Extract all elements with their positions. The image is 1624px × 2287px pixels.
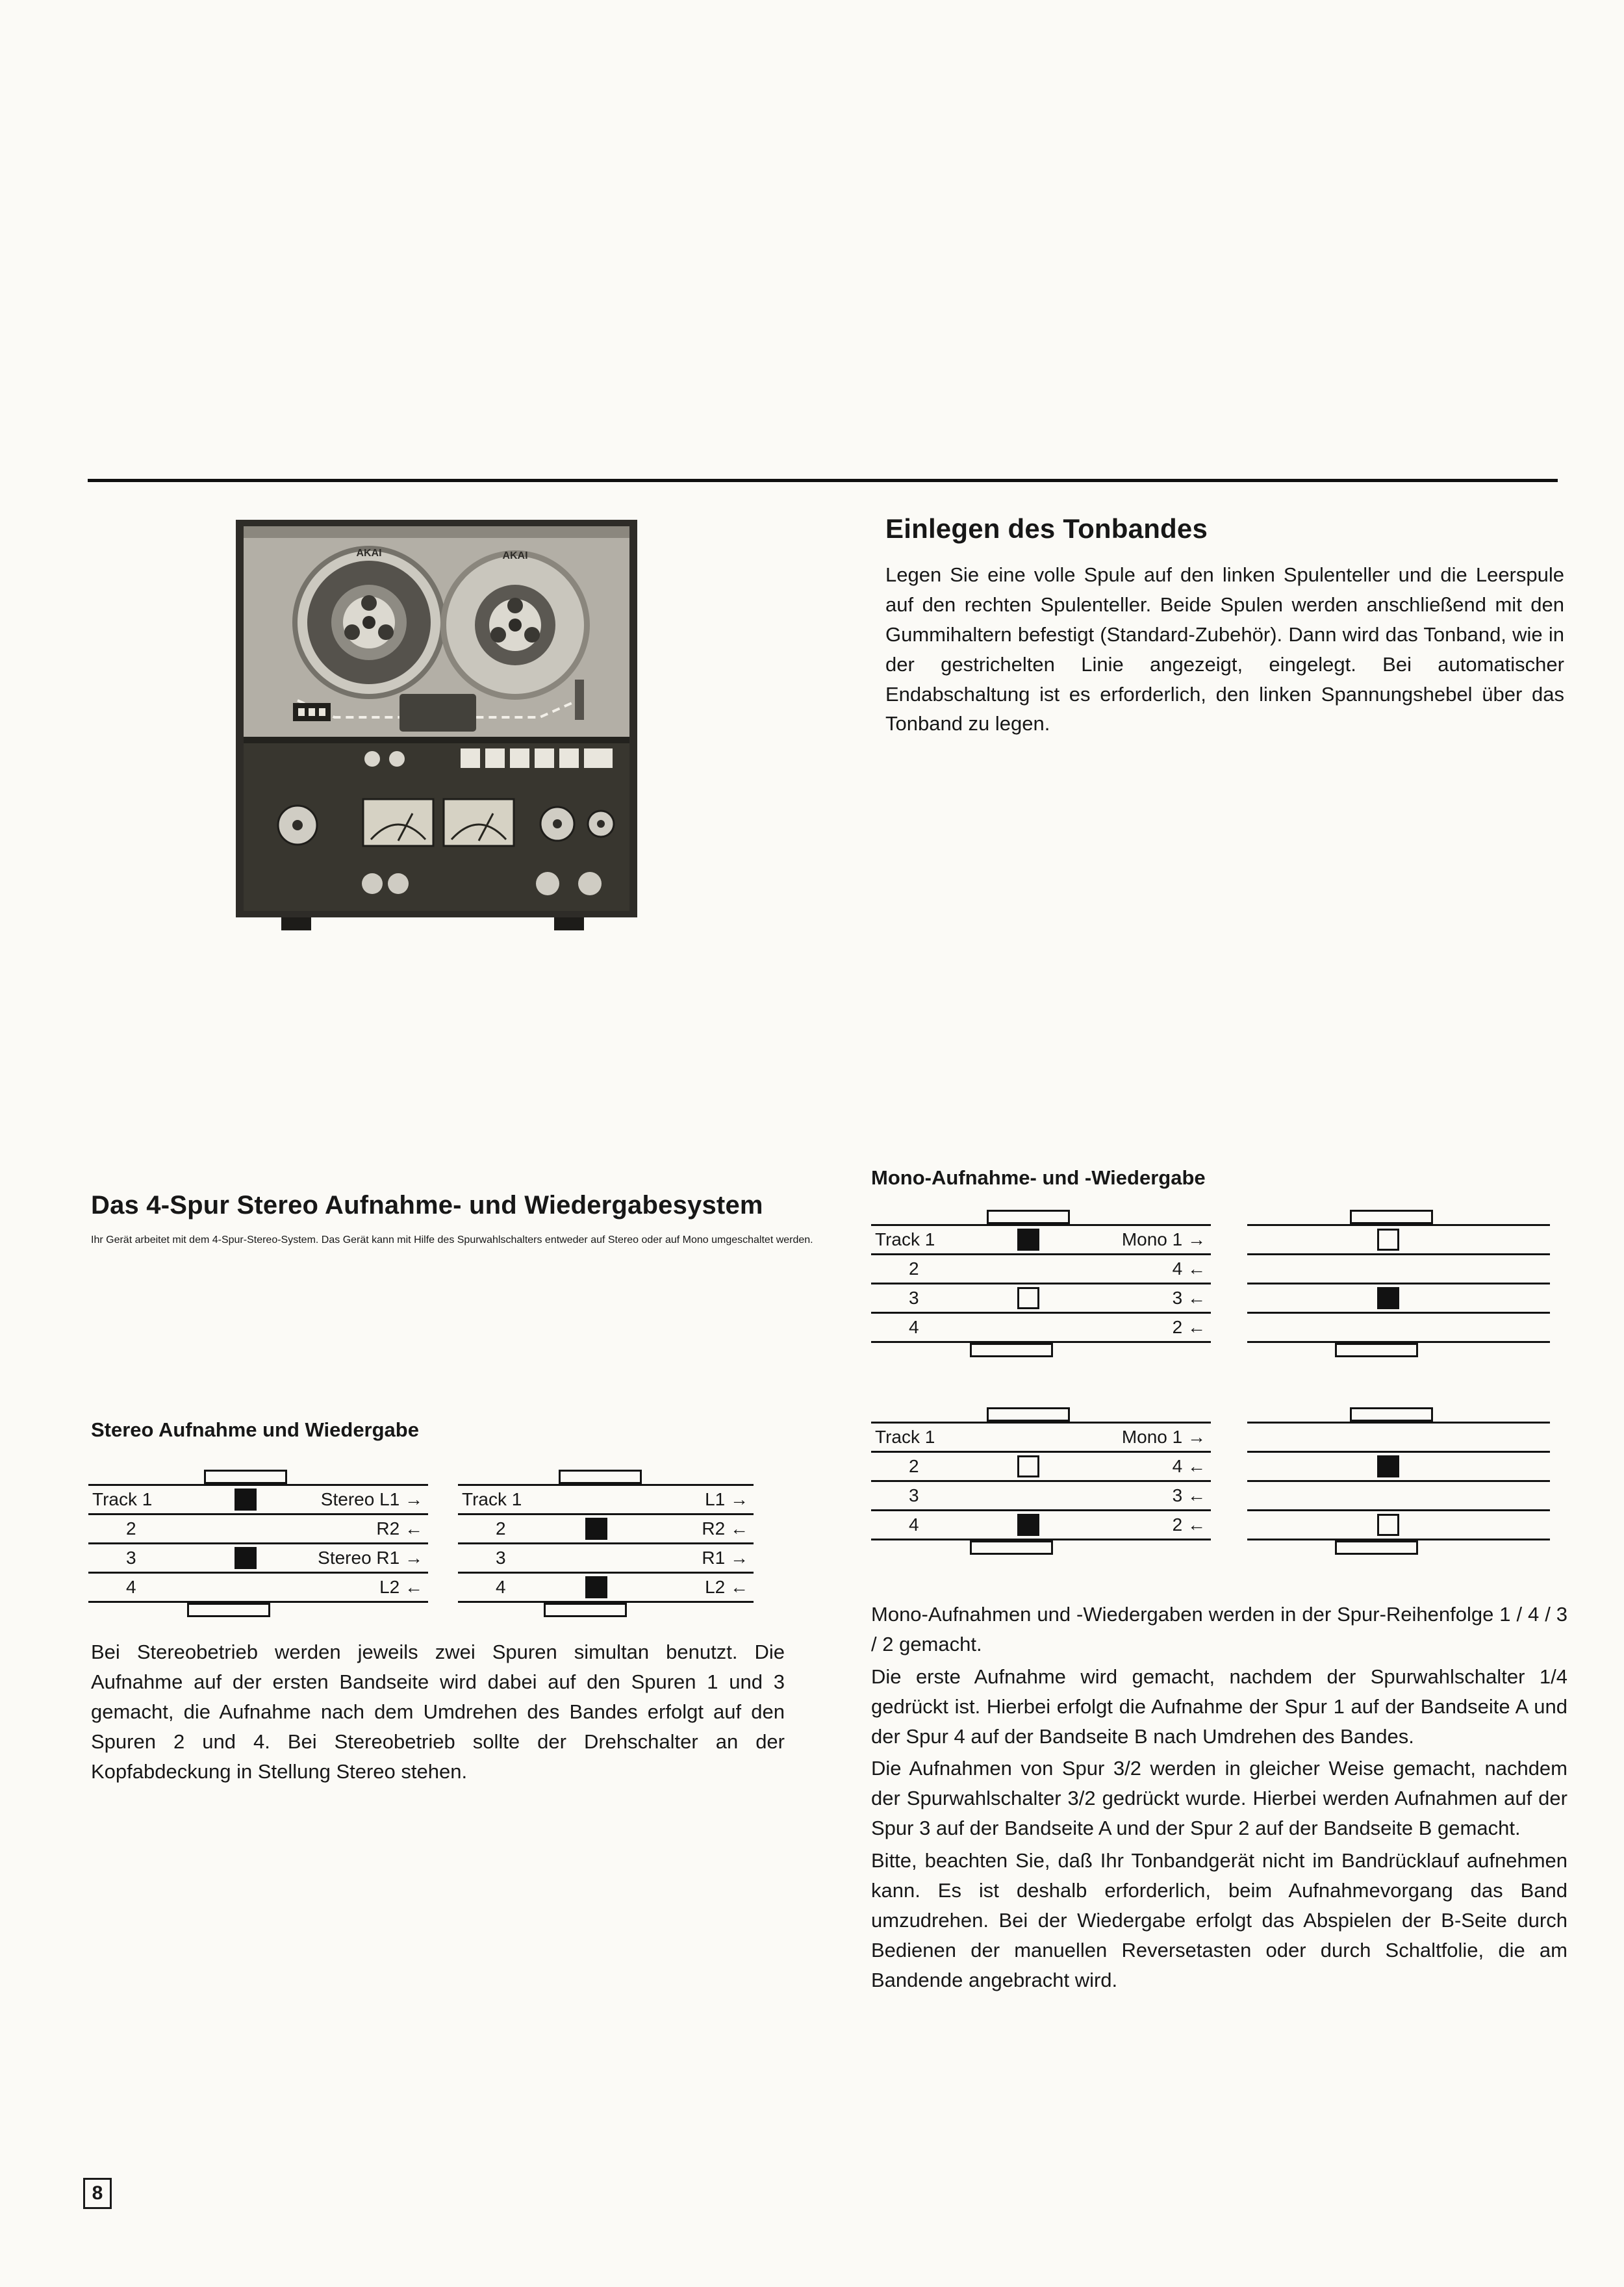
- track-diagram-mono1-side-a: [871, 1210, 1211, 1357]
- track-label: 3: [126, 1548, 136, 1568]
- mono-track-diagrams-2: [871, 1407, 1550, 1555]
- tape-guide-tab: [970, 1343, 1053, 1357]
- channel-label: 4 ←: [1172, 1258, 1206, 1279]
- section-body-stereo: Bei Stereobetrieb werden jeweils zwei Spuren simultan benutzt. Die Aufnahme auf der ersten Bandseite wird dabei auf den Spuren 1 und 3 gemacht, die Aufnahme nach dem Umdrehen des Bandes erfolgt auf den Spuren 2 und 4. Bei Stereobetrieb sollte der Drehschalter an der Kopfabdeckung in Stellung Stereo stehen.: [91, 1641, 785, 1783]
- channel-label: R2 ←: [376, 1518, 423, 1539]
- track-row: [88, 1574, 428, 1603]
- record-head-marker: [235, 1547, 257, 1569]
- deck-top-edge: [244, 526, 629, 538]
- tape-guide-tab: [1335, 1540, 1418, 1555]
- page-number: [83, 2178, 112, 2209]
- track-rows: [871, 1224, 1211, 1343]
- vu-meter-right: [444, 799, 514, 846]
- track-row: [1247, 1284, 1550, 1314]
- counter-digit: [309, 708, 315, 716]
- track-row: [88, 1486, 428, 1515]
- section-body-mono: [871, 1600, 1567, 1997]
- channel-label: 3 ←: [1172, 1485, 1206, 1505]
- mono-paragraph-2: Die erste Aufnahme wird gemacht, nachdem der Spurwahlschalter 1/4 gedrückt ist. Hierbei erfolgt die Aufnahme der Spur 1 auf der Bandseite A und der Spur 4 auf der Bandseite B nach Umdrehen des Bandes.: [871, 1665, 1567, 1748]
- track-label: 3: [496, 1548, 506, 1568]
- foot-left: [281, 917, 311, 930]
- channel-label: R2 ←: [702, 1518, 748, 1539]
- track-row: [871, 1255, 1211, 1284]
- tape-guide-tab: [559, 1470, 642, 1484]
- mono-paragraph-4: Bitte, beachten Sie, daß Ihr Tonbandgerät nicht im Bandrücklauf aufnehmen kann. Es ist deshalb erforderlich, beim Aufnahmevorgang das Band umzudrehen. Bei der Wiedergabe erfolgt das Abspielen der B-Seite durch Bedienen der manuellen Reversetasten oder durch Schaltfolie, die am Bandende angebracht wird.: [871, 1849, 1567, 1991]
- section-body-einlegen: Legen Sie eine volle Spule auf den linken Spulenteller und die Leerspule auf den rechten Spulenteller. Beide Spulen werden anschließend mit den Gummihaltern befestigt (Standard-Zubehör). Dann wird das Tonband, wie in der gestrichelten Linie angezeigt, eingelegt. Bei automatischer Endabschaltung ist es erforderlich, den linken Spannungshebel über das Tonband zu legen.: [885, 563, 1564, 735]
- subsection-title-stereo: Stereo Aufnahme und Wiedergabe: [91, 1418, 419, 1441]
- track-rows: [1247, 1224, 1550, 1343]
- brand-label: AKAI: [356, 548, 382, 559]
- track-label: 4: [496, 1577, 506, 1597]
- record-head-marker: [585, 1518, 607, 1540]
- track-rows: [88, 1484, 428, 1603]
- brand-label: AKAI: [502, 550, 528, 561]
- record-head-marker: [1017, 1287, 1039, 1309]
- track-row: [1247, 1255, 1550, 1284]
- mono-paragraph-1: Mono-Aufnahmen und -Wiedergaben werden in der Spur-Reihenfolge 1 / 4 / 3 / 2 gemacht.: [871, 1603, 1567, 1655]
- mono-track-diagrams-1: [871, 1210, 1550, 1357]
- track-row: [1247, 1511, 1550, 1540]
- track-label: Track 1: [92, 1489, 153, 1509]
- channel-label: 3 ←: [1172, 1288, 1206, 1308]
- track-rows: [871, 1422, 1211, 1540]
- record-head-marker: [1377, 1514, 1399, 1536]
- track-label: 3: [909, 1288, 919, 1308]
- track-row: [1247, 1226, 1550, 1255]
- channel-label: 4 ←: [1172, 1456, 1206, 1476]
- track-label: 2: [909, 1456, 919, 1476]
- track-row: [458, 1574, 754, 1603]
- selector-knob: [588, 811, 614, 837]
- track-label: 2: [126, 1518, 136, 1539]
- tape-guide-tab: [987, 1210, 1070, 1224]
- track-label: Track 1: [875, 1427, 935, 1447]
- divider-rule: [88, 479, 1558, 482]
- section-4-spur-system: [91, 1191, 825, 1246]
- record-head-marker: [1017, 1455, 1039, 1477]
- track-row: [871, 1511, 1211, 1540]
- track-row: [88, 1544, 428, 1574]
- channel-label: L2 ←: [379, 1577, 423, 1597]
- tape-guide-tab: [187, 1603, 270, 1617]
- channel-label: Stereo R1 →: [318, 1548, 423, 1568]
- channel-label: L2 ←: [705, 1577, 748, 1597]
- track-row: [871, 1453, 1211, 1482]
- track-row: [1247, 1482, 1550, 1511]
- vu-meter-left: [363, 799, 433, 846]
- tape-guide-tab: [987, 1407, 1070, 1422]
- record-head-marker: [1017, 1514, 1039, 1536]
- record-head-marker: [1017, 1229, 1039, 1251]
- channel-label: R1 →: [702, 1548, 748, 1568]
- track-label: Track 1: [875, 1229, 935, 1249]
- panel-edge: [244, 737, 629, 743]
- channel-label: Mono 1 →: [1121, 1229, 1206, 1249]
- track-label: 2: [909, 1258, 919, 1279]
- head-cover: [400, 694, 476, 732]
- track-label: 3: [909, 1485, 919, 1505]
- channel-label: 2 ←: [1172, 1317, 1206, 1337]
- track-rows: [458, 1484, 754, 1603]
- tension-lever: [575, 680, 584, 720]
- track-row: [871, 1226, 1211, 1255]
- page-number-value: 8: [92, 2182, 103, 2204]
- section-title-einlegen: Einlegen des Tonbandes: [885, 513, 1208, 544]
- foot-right: [554, 917, 584, 930]
- tape-recorder-illustration: [236, 520, 637, 936]
- section-einlegen: [885, 513, 1564, 739]
- track-row: [871, 1284, 1211, 1314]
- track-row: [458, 1515, 754, 1544]
- channel-label: L1 →: [705, 1489, 748, 1509]
- tape-guide-tab: [1335, 1343, 1418, 1357]
- level-knob-right: [540, 807, 574, 841]
- section-body-4-spur: Ihr Gerät arbeitet mit dem 4-Spur-Stereo-System. Das Gerät kann mit Hilfe des Spurwahlschalters entweder auf Stereo oder auf Mono umgeschaltet werden.: [91, 1234, 813, 1246]
- track-label: 4: [909, 1514, 919, 1535]
- track-diagram-stereo-side-b: [458, 1470, 754, 1617]
- channel-label: Mono 1 →: [1121, 1427, 1206, 1447]
- record-head-marker: [235, 1488, 257, 1511]
- track-label: 4: [126, 1577, 136, 1597]
- tape-guide-tab: [544, 1603, 627, 1617]
- track-row: [871, 1482, 1211, 1511]
- track-row: [871, 1424, 1211, 1453]
- tape-guide-tab: [1350, 1407, 1433, 1422]
- track-row: [88, 1515, 428, 1544]
- track-row: [1247, 1453, 1550, 1482]
- tape-recorder-photo: [236, 520, 637, 936]
- track-diagram-mono2-side-a: [871, 1407, 1211, 1555]
- indicator-lamp: [389, 751, 405, 767]
- track-diagram-mono1-side-b: [1247, 1210, 1550, 1357]
- right-reel: [440, 550, 590, 700]
- tape-guide-tab: [970, 1540, 1053, 1555]
- stereo-track-diagrams: [88, 1470, 754, 1617]
- counter-digit: [319, 708, 325, 716]
- subsection-title-mono: Mono-Aufnahme- und -Wiedergabe: [871, 1166, 1206, 1189]
- mono-paragraph-3: Die Aufnahmen von Spur 3/2 werden in gleicher Weise gemacht, nachdem der Spurwahlschalter 3/2 gedrückt wurde. Hierbei werden Aufnahmen auf der Spur 3 auf der Bandseite A und der Spur 2 auf der Bandseite B gemacht.: [871, 1757, 1567, 1840]
- track-row: [871, 1314, 1211, 1343]
- indicator-lamp: [364, 751, 380, 767]
- section-title-4-spur: Das 4-Spur Stereo Aufnahme- und Wiedergabesystem: [91, 1191, 763, 1220]
- track-label: 4: [909, 1317, 919, 1337]
- tape-guide-tab: [204, 1470, 287, 1484]
- left-reel: [292, 546, 446, 699]
- level-knob-left: [278, 806, 317, 845]
- record-head-marker: [1377, 1455, 1399, 1477]
- track-rows: [1247, 1422, 1550, 1540]
- tape-guide-tab: [1350, 1210, 1433, 1224]
- track-label: Track 1: [462, 1489, 522, 1509]
- track-diagram-mono2-side-b: [1247, 1407, 1550, 1555]
- track-label: 2: [496, 1518, 506, 1539]
- channel-label: 2 ←: [1172, 1514, 1206, 1535]
- track-row: [1247, 1314, 1550, 1343]
- track-row: [1247, 1424, 1550, 1453]
- track-row: [458, 1544, 754, 1574]
- record-head-marker: [1377, 1229, 1399, 1251]
- track-row: [458, 1486, 754, 1515]
- track-diagram-stereo-side-a: [88, 1470, 428, 1617]
- counter-digit: [298, 708, 305, 716]
- channel-label: Stereo L1 →: [320, 1489, 423, 1509]
- record-head-marker: [585, 1576, 607, 1598]
- record-head-marker: [1377, 1287, 1399, 1309]
